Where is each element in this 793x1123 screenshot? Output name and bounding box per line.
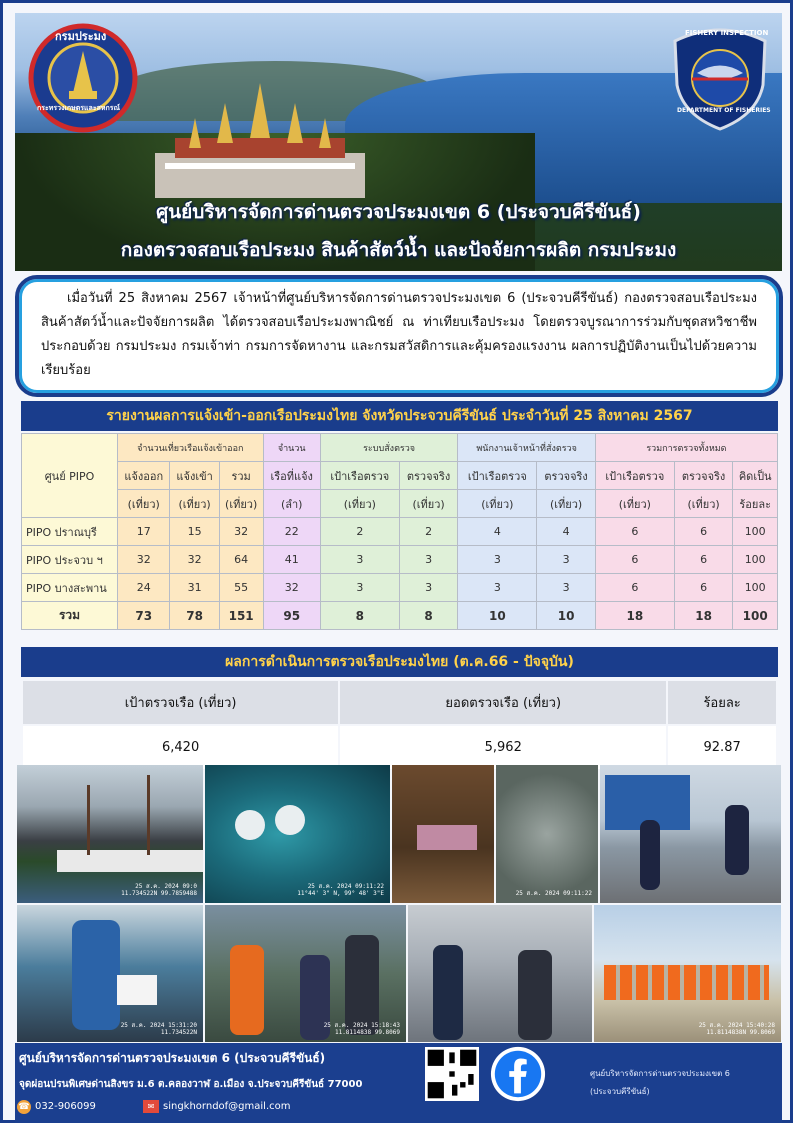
table-cell: 10 (458, 602, 537, 630)
table-cell: 73 (118, 602, 170, 630)
sub-header: แจ้งเข้า (170, 462, 219, 490)
row-center-name: PIPO บางสะพาน (22, 574, 118, 602)
sub-header: เรือที่แจ้ง (263, 462, 320, 490)
table-cell: 6 (595, 574, 674, 602)
logo-right-top-text: FISHERY INSPECTION (685, 29, 769, 37)
intro-box (15, 275, 783, 397)
sub-header-unit: (เที่ยว) (320, 490, 399, 518)
sub-header-unit: (เที่ยว) (595, 490, 674, 518)
logo-left-subtext: กระทรวงเกษตรและสหกรณ์ (37, 104, 120, 112)
facebook-page-name-line2: (ประจวบคีรีขันธ์) (590, 1087, 650, 1096)
table-cell: 3 (399, 546, 458, 574)
table-cell: 41 (263, 546, 320, 574)
row-center-name: PIPO ปราณบุรี (22, 518, 118, 546)
table-cell: 32 (170, 546, 219, 574)
report-table (21, 433, 778, 630)
header-group-system: ระบบสั่งตรวจ (320, 434, 458, 462)
header-group-all: รวมการตรวจทั้งหมด (595, 434, 777, 462)
photo-document-check (17, 905, 203, 1042)
table-cell: 4 (537, 518, 596, 546)
sub-header: เป้าเรือตรวจ (320, 462, 399, 490)
table-cell: 3 (458, 546, 537, 574)
photo-caption: 25 ส.ค. 2024 09:11:22 (515, 890, 592, 897)
sub-header: รวม (219, 462, 263, 490)
result-header-percent: ร้อยละ (667, 680, 777, 725)
table-cell: 100 (733, 518, 778, 546)
table-cell: 15 (170, 518, 219, 546)
table-cell: 22 (263, 518, 320, 546)
sub-header: ตรวจจริง (399, 462, 458, 490)
table-cell: 6 (674, 546, 733, 574)
table-row (22, 518, 778, 546)
logo-right-bottom-text: DEPARTMENT OF FISHERIES (677, 107, 771, 114)
table-row (22, 574, 778, 602)
sub-header-unit: (เที่ยว) (458, 490, 537, 518)
photo-boat-crew (17, 765, 203, 903)
sub-header: เป้าเรือตรวจ (458, 462, 537, 490)
photo-port-workers (408, 905, 592, 1042)
result-value-percent: 92.87 (667, 725, 777, 770)
footer-phone[interactable]: 032-906099 (35, 1101, 96, 1112)
header-group-staff: พนักงานเจ้าหน้าที่สั่งตรวจ (458, 434, 596, 462)
table-cell: 64 (219, 546, 263, 574)
table-cell: 100 (733, 546, 778, 574)
logo-left-text: กรมประมง (55, 30, 107, 43)
header-group-count: จำนวน (263, 434, 320, 462)
sub-header-unit: ร้อยละ (733, 490, 778, 518)
table-cell: 18 (674, 602, 733, 630)
table-cell: 31 (170, 574, 219, 602)
sub-header: ตรวจจริง (674, 462, 733, 490)
sub-header: แจ้งออก (118, 462, 170, 490)
table-cell: 8 (399, 602, 458, 630)
photo-crew-interview (205, 905, 406, 1042)
table-cell: 32 (118, 546, 170, 574)
footer-org-name: ศูนย์บริหารจัดการด่านตรวจประมงเขต 6 (ประจวบคีรีขันธ์) (19, 1051, 326, 1065)
header-pipo-center: ศูนย์ PIPO (22, 434, 118, 518)
qr-code-icon[interactable] (425, 1047, 479, 1101)
sub-header-unit: (เที่ยว) (118, 490, 170, 518)
footer (15, 1043, 782, 1123)
table-cell: 55 (219, 574, 263, 602)
header-banner (15, 13, 782, 271)
sub-header: คิดเป็น (733, 462, 778, 490)
result-title: ผลการดำเนินการตรวจเรือประมงไทย (ต.ค.66 - ปัจจุบัน) (21, 647, 778, 677)
report-title: รายงานผลการแจ้งเข้า-ออกเรือประมงไทย จังหวัดประจวบคีรีขันธ์ ประจำวันที่ 25 สิงหาคม 2567 (21, 401, 778, 431)
sub-header-unit: (เที่ยว) (674, 490, 733, 518)
photo-group-lifejackets (594, 905, 781, 1042)
table-cell: 18 (595, 602, 674, 630)
sub-header: เป้าเรือตรวจ (595, 462, 674, 490)
photo-net (496, 765, 598, 903)
footer-email[interactable]: singkhorndof@gmail.com (163, 1101, 291, 1112)
table-cell: 3 (399, 574, 458, 602)
facebook-page-name-line1: ศูนย์บริหารจัดการด่านตรวจประมงเขต 6 (590, 1069, 730, 1078)
table-cell: 100 (733, 574, 778, 602)
table-cell: 6 (595, 546, 674, 574)
table-cell: 6 (674, 574, 733, 602)
table-cell: 32 (263, 574, 320, 602)
result-header-inspected: ยอดตรวจเรือ (เที่ยว) (339, 680, 667, 725)
table-cell: 4 (458, 518, 537, 546)
photo-caption: 25 ส.ค. 2024 15:31:20 11.734522N (120, 1022, 197, 1036)
photo-inspectors-pier (600, 765, 781, 903)
row-center-name: PIPO ประจวบ ฯ (22, 546, 118, 574)
table-cell: 2 (320, 518, 399, 546)
table-cell: 32 (219, 518, 263, 546)
table-cell: 3 (458, 574, 537, 602)
email-icon: ✉ (143, 1100, 159, 1113)
temple-image (135, 83, 385, 203)
photo-fish-box (392, 765, 494, 903)
photo-caption: 25 ส.ค. 2024 09:0 11.734522N 99.7859488 (121, 883, 197, 897)
sub-header-unit: (เที่ยว) (399, 490, 458, 518)
facebook-page-name[interactable] (590, 1065, 730, 1101)
table-row (22, 546, 778, 574)
result-header-target: เป้าตรวจเรือ (เที่ยว) (22, 680, 339, 725)
sub-header-unit: (เที่ยว) (219, 490, 263, 518)
table-cell: 151 (219, 602, 263, 630)
footer-address: จุดผ่อนปรนพิเศษด่านสิงขร ม.6 ต.คลองวาฬ อ.เมือง จ.ประจวบคีรีขันธ์ 77000 (19, 1079, 363, 1090)
table-cell: 17 (118, 518, 170, 546)
intro-text: เมื่อวันที่ 25 สิงหาคม 2567 เจ้าหน้าที่ศูนย์บริหารจัดการด่านตรวจประมงเขต 6 (ประจวบคีรีขันธ์) กองตรวจสอบเรือประมง สินค้าสัตว์น้ำและปัจจัยการผลิต ได้ตรวจสอบเรือประมงพาณิชย์ ณ ท่าเทียบเรือประมง โดยตรวจบูรณาการร่วมกับชุดสหวิชาชีพ ประกอบด้วย กรมประมง กรมเจ้าท่า กรมการจัดหางาน และกรมสวัสดิการและคุ้มครองแรงงาน ผลการปฏิบัติงานเป็นไปด้วยความเรียบร้อย (41, 291, 757, 378)
table-cell: 24 (118, 574, 170, 602)
table-cell: 6 (595, 518, 674, 546)
facebook-icon[interactable] (489, 1045, 547, 1103)
table-cell: 8 (320, 602, 399, 630)
sub-header: ตรวจจริง (537, 462, 596, 490)
fishery-inspection-badge (667, 23, 773, 133)
table-total-row (22, 602, 778, 630)
header-title-line1: ศูนย์บริหารจัดการด่านตรวจประมงเขต 6 (ประจวบคีรีขันธ์) (156, 201, 641, 223)
phone-icon: ☎ (18, 1102, 30, 1112)
header-group-inout: จำนวนเที่ยวเรือแจ้งเข้าออก (118, 434, 264, 462)
photo-fish-hold (205, 765, 390, 903)
table-cell: 6 (674, 518, 733, 546)
result-value-inspected: 5,962 (339, 725, 667, 770)
sub-header-unit: (เที่ยว) (537, 490, 596, 518)
sub-header-unit: (เที่ยว) (170, 490, 219, 518)
table-cell: 100 (733, 602, 778, 630)
photo-caption: 25 ส.ค. 2024 15:40:28 11.8114838N 99.8069 (698, 1022, 775, 1036)
header-title-line2: กองตรวจสอบเรือประมง สินค้าสัตว์น้ำ และปัจจัยการผลิต กรมประมง (120, 239, 677, 261)
table-cell: 2 (399, 518, 458, 546)
table-cell: 3 (320, 574, 399, 602)
table-cell: 95 (263, 602, 320, 630)
sub-header-unit: (ลำ) (263, 490, 320, 518)
result-table (21, 679, 778, 771)
photo-caption: 25 ส.ค. 2024 15:18:43 11.8114838 99.8069 (323, 1022, 400, 1036)
table-cell: 3 (537, 574, 596, 602)
photo-caption: 25 ส.ค. 2024 09:11:22 11°44' 3" N, 99° 48' 3"E (297, 883, 384, 897)
result-value-target: 6,420 (22, 725, 339, 770)
table-cell: 10 (537, 602, 596, 630)
table-cell: 3 (320, 546, 399, 574)
total-label: รวม (22, 602, 118, 630)
table-cell: 78 (170, 602, 219, 630)
table-cell: 3 (537, 546, 596, 574)
